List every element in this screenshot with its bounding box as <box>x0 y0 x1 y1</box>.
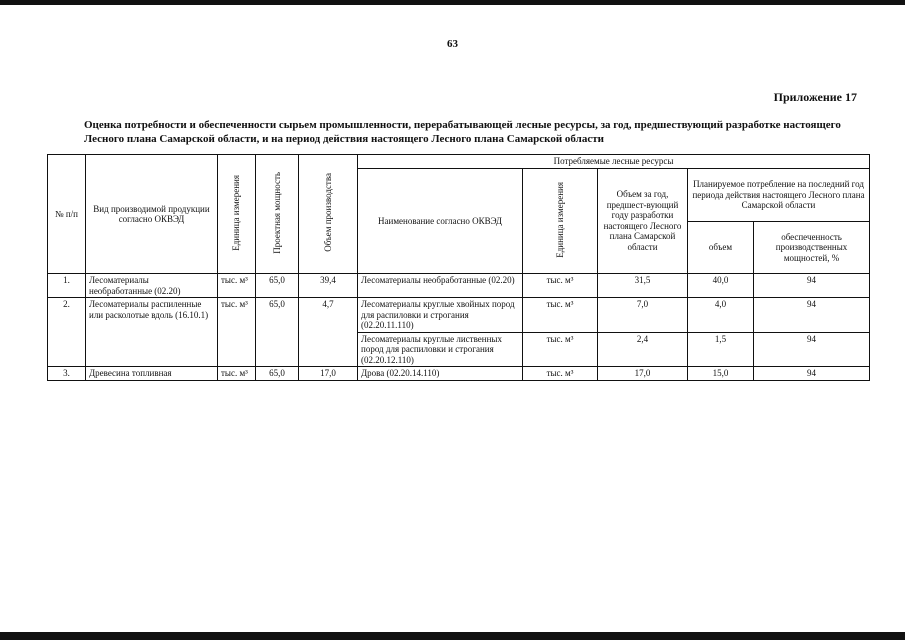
row-number: 3. <box>48 367 86 381</box>
header-plan-volume: объем <box>688 222 754 274</box>
scan-border-bottom <box>0 632 905 640</box>
product-unit: тыс. м³ <box>218 298 256 367</box>
row-number: 1. <box>48 274 86 298</box>
capacity-value: 65,0 <box>256 274 299 298</box>
resource-table <box>47 154 870 381</box>
capacity-value: 65,0 <box>256 298 299 367</box>
resource-name: Лесоматериалы круглые лиственных пород для распиловки и строгания (02.20.12.110) <box>358 332 523 367</box>
document-title: Оценка потребности и обеспеченности сырьем промышленности, перерабатывающей лесные ресурсы, за год, предшествующий разработке настоящего Лесного плана Самарской области, и на период действия настоящего Лесного плана Самарской области <box>84 119 841 145</box>
header-resource-unit: Единица измерения <box>554 181 565 258</box>
page-number: 63 <box>447 38 458 50</box>
plan-volume: 40,0 <box>688 274 754 298</box>
provision-percent: 94 <box>754 367 870 381</box>
production-volume: 39,4 <box>299 274 358 298</box>
header-prev-year-volume: Объем за год, предшест-вующий году разработки настоящего Лесного плана Самарской области <box>598 168 688 274</box>
plan-volume: 15,0 <box>688 367 754 381</box>
header-planned-consumption: Планируемое потребление на последний год периода действия настоящего Лесного плана Самарской области <box>688 168 870 222</box>
provision-percent: 94 <box>754 298 870 333</box>
table-row <box>48 298 870 333</box>
prev-year-volume: 7,0 <box>598 298 688 333</box>
resource-unit: тыс. м³ <box>523 274 598 298</box>
prev-year-volume: 17,0 <box>598 367 688 381</box>
product-unit: тыс. м³ <box>218 367 256 381</box>
prev-year-volume: 31,5 <box>598 274 688 298</box>
capacity-value: 65,0 <box>256 367 299 381</box>
resource-unit: тыс. м³ <box>523 367 598 381</box>
header-capacity: Проектная мощность <box>271 171 282 254</box>
product-unit: тыс. м³ <box>218 274 256 298</box>
scan-border-top <box>0 0 905 5</box>
product-name: Лесоматериалы необработанные (02.20) <box>86 274 218 298</box>
product-name: Древесина топливная <box>86 367 218 381</box>
provision-percent: 94 <box>754 332 870 367</box>
resource-name: Лесоматериалы круглые хвойных пород для распиловки и строгания (02.20.11.110) <box>358 298 523 333</box>
header-provision: обеспеченность производственных мощностей, % <box>754 222 870 274</box>
table-row <box>48 274 870 298</box>
table-row <box>48 367 870 381</box>
production-volume: 17,0 <box>299 367 358 381</box>
product-name: Лесоматериалы распиленные или расколотые вдоль (16.10.1) <box>86 298 218 367</box>
header-volume: Объем производства <box>322 173 333 253</box>
header-num: № п/п <box>48 155 86 274</box>
header-resource-name: Наименование согласно ОКВЭД <box>358 168 523 274</box>
header-consumed-resources: Потребляемые лесные ресурсы <box>358 155 870 169</box>
resource-name: Дрова (02.20.14.110) <box>358 367 523 381</box>
prev-year-volume: 2,4 <box>598 332 688 367</box>
row-number: 2. <box>48 298 86 367</box>
production-volume: 4,7 <box>299 298 358 367</box>
resource-name: Лесоматериалы необработанные (02.20) <box>358 274 523 298</box>
plan-volume: 1,5 <box>688 332 754 367</box>
header-product: Вид производимой продукции согласно ОКВЭД <box>86 155 218 274</box>
provision-percent: 94 <box>754 274 870 298</box>
resource-unit: тыс. м³ <box>523 332 598 367</box>
appendix-label: Приложение 17 <box>773 90 857 104</box>
resource-unit: тыс. м³ <box>523 298 598 333</box>
header-unit: Единица измерения <box>231 174 242 251</box>
plan-volume: 4,0 <box>688 298 754 333</box>
